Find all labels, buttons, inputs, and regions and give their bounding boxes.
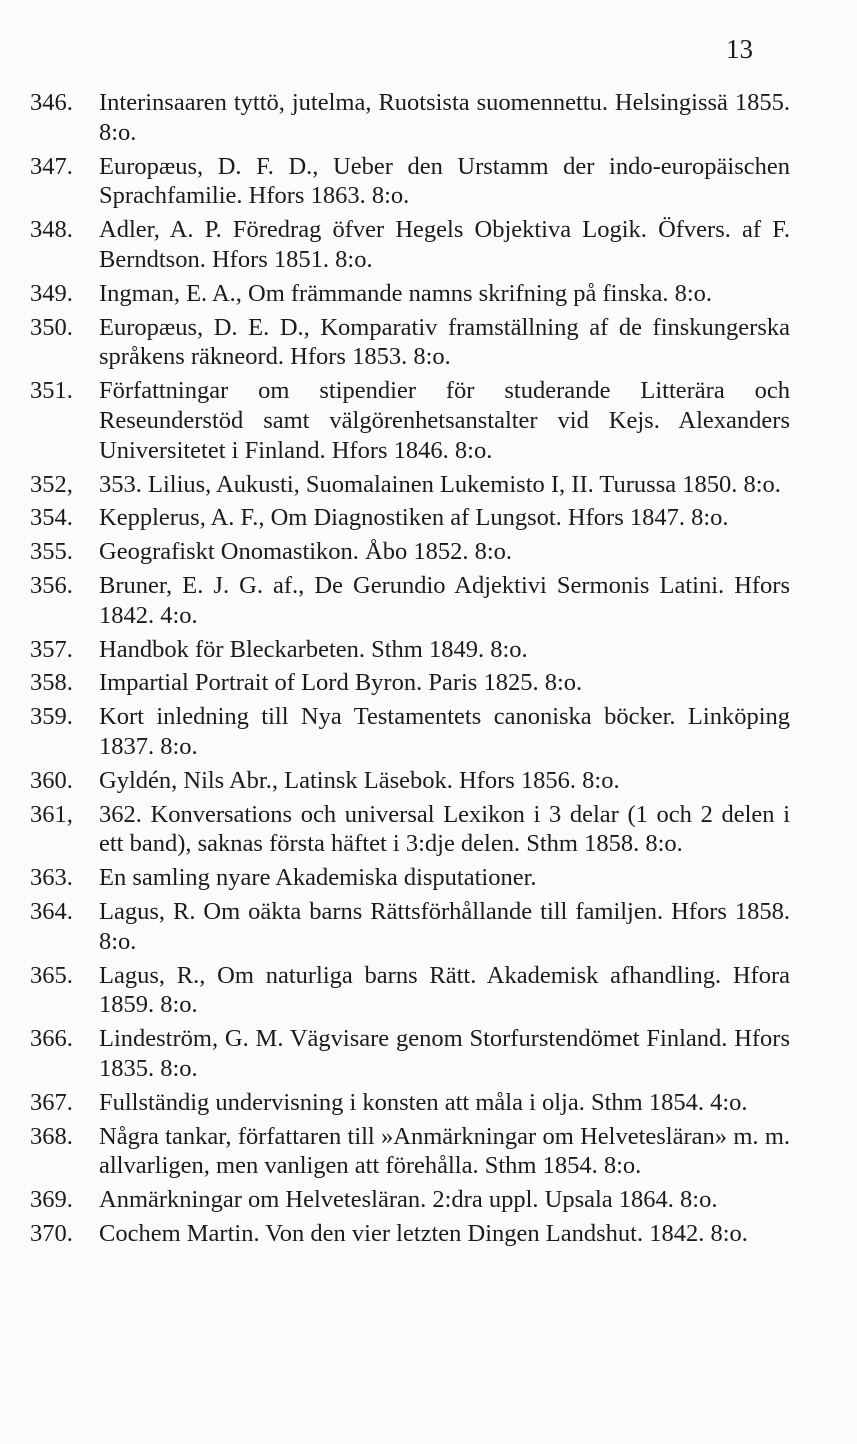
entry-text: Cochem Martin. Von den vier letzten Dingen Landshut. 1842. 8:o.: [99, 1219, 748, 1247]
entry-number: 357.: [30, 635, 73, 663]
catalog-entry: [30, 961, 790, 1021]
entry-text: Europæus, D. E. D., Komparativ framställning af de finskungerska språkens räkneord. Hfors 1853. 8:o.: [99, 313, 790, 371]
entry-number: 354.: [30, 504, 73, 532]
entry-number: 367.: [30, 1088, 73, 1116]
entry-text: Lagus, R. Om oäkta barns Rättsförhållande till familjen. Hfors 1858. 8:o.: [99, 897, 790, 955]
entry-text: Kepplerus, A. F., Om Diagnostiken af Lungsot. Hfors 1847. 8:o.: [99, 504, 729, 532]
entry-number: 350.: [30, 313, 73, 341]
entry-number: 361,: [30, 800, 73, 828]
catalog-entry: [30, 635, 790, 665]
entry-text: Några tankar, författaren till »Anmärkningar om Helvetesläran» m. m. allvarligen, men vanligen att förehålla. Sthm 1854. 8:o.: [99, 1122, 790, 1180]
entry-number: 358.: [30, 669, 73, 697]
entry-number: 347.: [30, 152, 73, 180]
catalog-entry: [30, 279, 790, 309]
entry-number: 366.: [30, 1025, 73, 1053]
entry-number: 364.: [30, 897, 73, 925]
catalog-entries: [30, 88, 790, 1253]
catalog-entry: [30, 863, 790, 893]
catalog-entry: [30, 88, 790, 148]
catalog-entry: [30, 800, 790, 860]
entry-text: Ingman, E. A., Om främmande namns skrifning på finska. 8:o.: [99, 279, 713, 307]
catalog-entry: [30, 152, 790, 212]
entry-number: 369.: [30, 1186, 73, 1214]
entry-text: Handbok för Bleckarbeten. Sthm 1849. 8:o.: [99, 635, 528, 663]
entry-text: 362. Konversations och universal Lexikon i 3 delar (1 och 2 delen i ett band), saknas första häftet i 3:dje delen. Sthm 1858. 8:o.: [99, 800, 790, 858]
entry-text: Interinsaaren tyttö, jutelma, Ruotsista suomennettu. Helsingissä 1855. 8:o.: [99, 89, 790, 146]
entry-text: Fullständig undervisning i konsten att måla i olja. Sthm 1854. 4:o.: [99, 1088, 748, 1116]
entry-text: Lindeström, G. M. Vägvisare genom Storfurstendömet Finland. Hfors 1835. 8:o.: [99, 1025, 790, 1082]
entry-text: Gyldén, Nils Abr., Latinsk Läsebok. Hfors 1856. 8:o.: [99, 766, 620, 794]
entry-number: 351.: [30, 377, 73, 405]
page-number: 13: [726, 34, 753, 64]
entry-text: Europæus, D. F. D., Ueber den Urstamm der indo-europäischen Sprachfamilie. Hfors 1863. 8:o.: [99, 152, 790, 210]
catalog-entry: [30, 313, 790, 373]
entry-number: 355.: [30, 538, 73, 566]
catalog-entry: [30, 897, 790, 957]
entry-number: 356.: [30, 571, 73, 599]
entry-number: 346.: [30, 89, 73, 116]
catalog-entry: [30, 470, 790, 500]
entry-number: 348.: [30, 216, 73, 244]
entry-text: Författningar om stipendier för studerande Litterära och Reseunderstöd samt välgörenhetsanstalter vid Kejs. Alexanders Universitetet i Finland. Hfors 1846. 8:o.: [99, 377, 790, 464]
entry-number: 370.: [30, 1219, 73, 1247]
entry-text: Anmärkningar om Helvetesläran. 2:dra uppl. Upsala 1864. 8:o.: [99, 1186, 718, 1214]
entry-text: Geografiskt Onomastikon. Åbo 1852. 8:o.: [99, 538, 513, 566]
entry-number: 368.: [30, 1122, 73, 1150]
entry-text: En samling nyare Akademiska disputationer.: [99, 864, 537, 892]
entry-text: Adler, A. P. Föredrag öfver Hegels Objektiva Logik. Öfvers. af F. Berndtson. Hfors 1851. 8:o.: [99, 216, 790, 273]
entry-number: 349.: [30, 279, 73, 307]
catalog-entry: [30, 1219, 790, 1249]
entry-text: Lagus, R., Om naturliga barns Rätt. Akademisk afhandling. Hfora 1859. 8:o.: [99, 961, 790, 1019]
catalog-entry: [30, 571, 790, 631]
catalog-entry: [30, 503, 790, 533]
entry-number: 363.: [30, 864, 73, 892]
entry-text: Bruner, E. J. G. af., De Gerundio Adjektivi Sermonis Latini. Hfors 1842. 4:o.: [99, 571, 790, 629]
entry-text: Kort inledning till Nya Testamentets canoniska böcker. Linköping 1837. 8:o.: [99, 703, 790, 760]
entry-number: 360.: [30, 766, 73, 794]
entry-number: 365.: [30, 961, 73, 989]
catalog-entry: [30, 537, 790, 567]
entry-number: 352,: [30, 470, 73, 498]
catalog-entry: [30, 668, 790, 698]
catalog-entry: [30, 215, 790, 275]
catalog-entry: [30, 1185, 790, 1215]
catalog-entry: [30, 1088, 790, 1118]
catalog-entry: [30, 766, 790, 796]
catalog-entry: [30, 376, 790, 465]
catalog-entry: [30, 1024, 790, 1084]
catalog-entry: [30, 702, 790, 762]
entry-text: Impartial Portrait of Lord Byron. Paris 1825. 8:o.: [99, 669, 583, 697]
entry-number: 359.: [30, 703, 73, 731]
catalog-entry: [30, 1122, 790, 1182]
entry-text: 353. Lilius, Aukusti, Suomalainen Lukemisto I, II. Turussa 1850. 8:o.: [99, 470, 781, 498]
